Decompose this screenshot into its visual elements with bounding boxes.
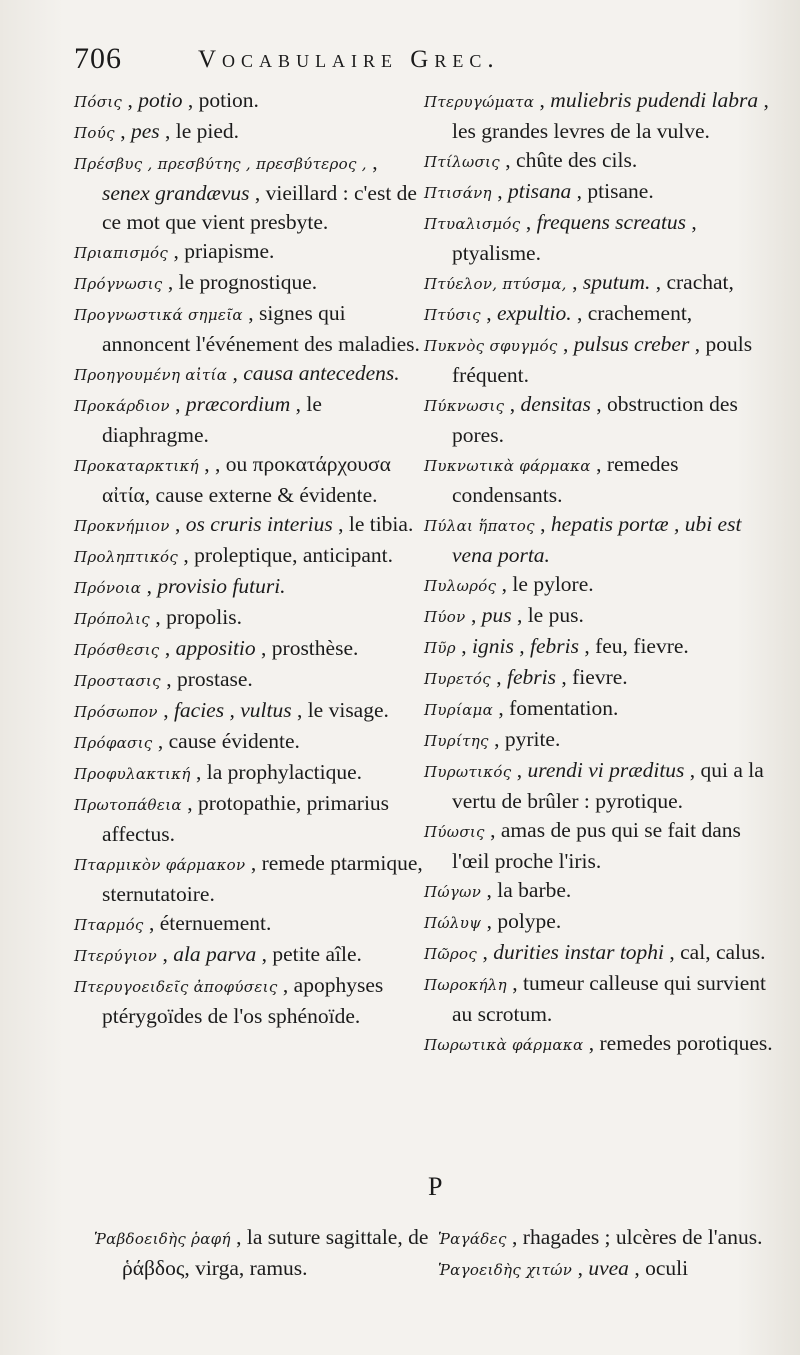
dictionary-entry: Πταρμικὸν φάρμακον , remede ptarmique, sternutatoire.	[74, 851, 423, 906]
right-column	[424, 86, 776, 1060]
greek-term: Πταρμικὸν φάρμακον	[74, 856, 246, 874]
greek-term: Πῶρος	[424, 945, 478, 963]
running-head: Vocabulaire Grec.	[198, 46, 500, 73]
dictionary-entry: Πυρωτικός , urendi vi præditus , qui a la vertu de brûler : pyrotique.	[424, 758, 764, 813]
french-definition: la prophylactique.	[206, 760, 362, 784]
dictionary-entry: Πρόνοια , provisio futuri.	[74, 574, 286, 598]
dictionary-entry: Ῥαγάδες , rhagades ; ulcères de l'anus.	[438, 1225, 763, 1249]
french-definition: prosthèse.	[271, 636, 359, 660]
dictionary-entry: Πτύσις , expultio. , crachement,	[424, 301, 693, 325]
greek-term: Πριαπισμός	[74, 244, 169, 262]
greek-term: Πόσις	[74, 93, 123, 111]
greek-term: Πτύσις	[424, 306, 481, 324]
dictionary-entry: Προκαταρκτική , , ou προκατάρχουσα αἰτία, cause externe & évidente.	[74, 452, 391, 507]
french-definition: protopathie, primarius affectus.	[102, 791, 390, 846]
dictionary-entry: Πυκνωτικὰ φάρμακα , remedes condensants.	[424, 452, 679, 507]
latin-term: præcordium	[185, 392, 291, 416]
greek-term: Πύκνωσις	[424, 397, 505, 415]
french-definition: signes qui annoncent l'événement des maladies.	[102, 301, 420, 356]
dictionary-entry: Πωρωτικὰ φάρμακα , remedes porotiques.	[424, 1031, 773, 1055]
french-definition: oculi	[645, 1256, 689, 1280]
french-definition: propolis.	[166, 605, 242, 629]
french-definition: ptisane.	[587, 179, 654, 203]
greek-term: Προστασις	[74, 672, 161, 690]
greek-term: Ῥαγοειδὴς χιτών	[438, 1261, 573, 1279]
latin-term: pulsus creber	[573, 332, 690, 356]
bottom-left-column	[94, 1223, 446, 1283]
dictionary-entry: Πτυαλισμός , frequens screatus , ptyalisme.	[424, 210, 697, 265]
latin-term: expultio.	[496, 301, 572, 325]
french-definition: qui a la vertu de brûler : pyrotique.	[452, 758, 764, 813]
french-definition: les grandes levres de la vulve.	[452, 119, 710, 143]
latin-term: pes	[130, 119, 160, 143]
french-definition: feu, fievre.	[595, 634, 689, 658]
dictionary-entry: Προκνήμιον , os cruris interius , le tibia.	[74, 512, 414, 536]
dictionary-entry: Προγνωστικά σημεῖα , signes qui annoncent l'événement des maladies.	[74, 301, 420, 356]
french-definition: pyrite.	[504, 727, 561, 751]
latin-term: provisio futuri.	[157, 574, 286, 598]
greek-term: Πτίλωσις	[424, 153, 500, 171]
latin-term: urendi vi præditus	[527, 758, 685, 782]
greek-term: Πύλαι ἥπατος	[424, 517, 535, 535]
french-definition: cal, calus.	[680, 940, 766, 964]
french-definition: proleptique, anticipant.	[194, 543, 393, 567]
greek-term: Πρόφασις	[74, 734, 153, 752]
french-definition: apophyses ptérygoïdes de l'os sphénoïde.	[102, 973, 384, 1028]
latin-term: uvea	[588, 1256, 629, 1280]
greek-term: Πῦρ	[424, 639, 456, 657]
greek-term: Πυκνωτικὰ φάρμακα	[424, 457, 591, 475]
french-definition: prostase.	[176, 667, 253, 691]
dictionary-entry: Πούς , pes , le pied.	[74, 119, 240, 143]
greek-term: Πταρμός	[74, 916, 144, 934]
dictionary-entry: Πτερυγώματα , muliebris pudendi labra , les grandes levres de la vulve.	[424, 88, 769, 143]
greek-term: Πτερύγιον	[74, 947, 158, 965]
greek-term: Ῥαγάδες	[438, 1230, 507, 1248]
greek-term: Πυρίαμα	[424, 701, 494, 719]
french-definition: amas de pus qui se fait dans l'œil proche l'iris.	[452, 818, 741, 873]
french-definition: petite aîle.	[272, 942, 362, 966]
greek-term: Πυλωρός	[424, 577, 497, 595]
greek-term: Προληπτικός	[74, 548, 179, 566]
dictionary-entry: Πταρμός , éternuement.	[74, 911, 272, 935]
french-definition: remede ptarmique, sternutatoire.	[102, 851, 423, 906]
dictionary-entry: Πύωσις , amas de pus qui se fait dans l'œil proche l'iris.	[424, 818, 741, 873]
greek-term: Πυρωτικός	[424, 763, 512, 781]
latin-term: senex grandævus	[102, 181, 250, 205]
french-definition: remedes condensants.	[452, 452, 679, 507]
section-letter: P	[428, 1172, 443, 1201]
dictionary-entry: Προηγουμένη αἰτία , causa antecedens.	[74, 361, 400, 385]
latin-term: durities instar tophi	[493, 940, 665, 964]
dictionary-entry: Πυρίτης , pyrite.	[424, 727, 561, 751]
greek-term: Προκνήμιον	[74, 517, 170, 535]
french-definition: chûte des cils.	[516, 148, 638, 172]
dictionary-entry: Πυρίαμα , fomentation.	[424, 696, 619, 720]
french-definition: crachement,	[587, 301, 693, 325]
dictionary-entry: Πρόσθεσις , appositio , prosthèse.	[74, 636, 359, 660]
dictionary-entry: Πρόγνωσις , le prognostique.	[74, 270, 318, 294]
greek-term: Πτύελον, πτύσμα,	[424, 275, 567, 293]
dictionary-entry: Ῥαβδοειδὴς ῥαφή , la suture sagittale, de ῥάβδος, virga, ramus.	[94, 1225, 429, 1280]
greek-term: Πώγων	[424, 883, 482, 901]
greek-term: Πυρετός	[424, 670, 491, 688]
latin-term: muliebris pudendi labra	[550, 88, 759, 112]
french-definition: cause évidente.	[168, 729, 300, 753]
french-definition: le tibia.	[348, 512, 414, 536]
french-definition: pouls fréquent.	[452, 332, 753, 387]
greek-term: Προφυλακτική	[74, 765, 191, 783]
greek-term: Πωροκήλη	[424, 976, 507, 994]
dictionary-entry: Πρωτοπάθεια , protopathie, primarius affectus.	[74, 791, 390, 846]
greek-term: Πτυαλισμός	[424, 215, 521, 233]
latin-term: os cruris interius	[185, 512, 333, 536]
greek-term: Πύον	[424, 608, 466, 626]
french-definition: le diaphragme.	[102, 392, 322, 447]
dictionary-entry: Προφυλακτική , la prophylactique.	[74, 760, 362, 784]
french-definition: crachat,	[666, 270, 734, 294]
latin-term: ignis , febris	[472, 634, 579, 658]
latin-term: febris	[507, 665, 557, 689]
latin-term: ala parva	[173, 942, 257, 966]
french-definition: priapisme.	[184, 239, 275, 263]
french-definition: fomentation.	[509, 696, 619, 720]
greek-term: Πρόγνωσις	[74, 275, 163, 293]
greek-term: Πυκνὸς σφυγμός	[424, 337, 558, 355]
french-definition: polype.	[497, 909, 562, 933]
greek-term: Πρέσβυς , πρεσβύτης , πρεσβύτερος ,	[74, 155, 367, 173]
dictionary-entry: Πτύελον, πτύσμα, , sputum. , crachat,	[424, 270, 734, 294]
greek-term: Πώλυψ	[424, 914, 482, 932]
latin-term: sputum.	[582, 270, 651, 294]
dictionary-entry: Πυλωρός , le pylore.	[424, 572, 594, 596]
dictionary-entry: Πυκνὸς σφυγμός , pulsus creber , pouls fréquent.	[424, 332, 753, 387]
dictionary-entry: Πρόφασις , cause évidente.	[74, 729, 300, 753]
greek-term: Πτισάνη	[424, 184, 492, 202]
dictionary-entry: Πυρετός , febris , fievre.	[424, 665, 628, 689]
dictionary-entry: Πῶρος , durities instar tophi , cal, calus.	[424, 940, 766, 964]
dictionary-entry: Προστασις , prostase.	[74, 667, 253, 691]
bottom-right-column	[438, 1223, 790, 1285]
dictionary-entry: Πρόπολις , propolis.	[74, 605, 242, 629]
french-definition: obstruction des pores.	[452, 392, 738, 447]
dictionary-entry: Πύκνωσις , densitas , obstruction des pores.	[424, 392, 738, 447]
latin-term: pus	[481, 603, 512, 627]
dictionary-entry: Πρόσωπον , facies , vultus , le visage.	[74, 698, 389, 722]
latin-term: appositio	[175, 636, 256, 660]
greek-term: Πρωτοπάθεια	[74, 796, 182, 814]
greek-term: Πρόσθεσις	[74, 641, 160, 659]
greek-term: Προηγουμένη αἰτία	[74, 366, 228, 384]
greek-term: Πρόσωπον	[74, 703, 158, 721]
dictionary-entry: Πωροκήλη , tumeur calleuse qui survient au scrotum.	[424, 971, 767, 1026]
latin-term: facies , vultus	[173, 698, 292, 722]
french-definition: rhagades ; ulcères de l'anus.	[522, 1225, 763, 1249]
french-definition: éternuement.	[159, 911, 272, 935]
french-definition: fievre.	[572, 665, 628, 689]
left-column	[74, 86, 426, 1031]
french-definition: ptyalisme.	[452, 241, 541, 265]
dictionary-entry: Πτισάνη , ptisana , ptisane.	[424, 179, 654, 203]
french-definition: vieillard : c'est de ce mot que vient presbyte.	[102, 181, 417, 234]
greek-term: Πρόνοια	[74, 579, 142, 597]
dictionary-entry: Πώγων , la barbe.	[424, 878, 572, 902]
greek-term: Πτερυγώματα	[424, 93, 535, 111]
french-definition: le pus.	[527, 603, 584, 627]
dictionary-entry: Πῦρ , ignis , febris , feu, fievre.	[424, 634, 689, 658]
dictionary-entry: Πτίλωσις , chûte des cils.	[424, 148, 638, 172]
greek-term: Πούς	[74, 124, 115, 142]
dictionary-entry: Πύον , pus , le pus.	[424, 603, 584, 627]
latin-term: ptisana	[507, 179, 572, 203]
french-definition: la suture sagittale, de ῥάβδος, virga, ramus.	[122, 1225, 429, 1280]
dictionary-entry: Πτερύγιον , ala parva , petite aîle.	[74, 942, 362, 966]
page-number: 706	[74, 42, 122, 75]
latin-term: hepatis portæ , ubi est vena porta.	[452, 512, 742, 567]
latin-term: densitas	[520, 392, 591, 416]
french-definition: , ou προκατάρχουσα αἰτία, cause externe & évidente.	[102, 452, 391, 507]
greek-term: Πτερυγοειδεῖς ἀποφύσεις	[74, 978, 278, 996]
dictionary-entry: Πτερυγοειδεῖς ἀποφύσεις , apophyses ptérygoïdes de l'os sphénoïde.	[74, 973, 384, 1028]
french-definition: remedes porotiques.	[599, 1031, 773, 1055]
greek-term: Προκαταρκτική	[74, 457, 199, 475]
greek-term: Πωρωτικὰ φάρμακα	[424, 1036, 584, 1054]
greek-term: Προκάρδιον	[74, 397, 170, 415]
dictionary-entry: Προληπτικός , proleptique, anticipant.	[74, 543, 393, 567]
dictionary-entry: Προκάρδιον , præcordium , le diaphragme.	[74, 392, 322, 447]
dictionary-entry: Ῥαγοειδὴς χιτών , uvea , oculi	[438, 1256, 689, 1280]
latin-term: frequens screatus	[536, 210, 687, 234]
dictionary-entry: Πόσις , potio , potion.	[74, 88, 259, 112]
greek-term: Πύωσις	[424, 823, 485, 841]
greek-term: Πρόπολις	[74, 610, 151, 628]
dictionary-entry: Πύλαι ἥπατος , hepatis portæ , ubi est vena porta.	[424, 512, 742, 567]
dictionary-entry: Πώλυψ , polype.	[424, 909, 562, 933]
dictionary-entry: Πριαπισμός , priapisme.	[74, 239, 275, 263]
french-definition: le prognostique.	[178, 270, 318, 294]
dictionary-entry: Πρέσβυς , πρεσβύτης , πρεσβύτερος , , senex grandævus , vieillard : c'est de ce mot que vient presbyte.	[74, 150, 417, 234]
french-definition: tumeur calleuse qui survient au scrotum.	[452, 971, 767, 1026]
french-definition: le pylore.	[512, 572, 594, 596]
page-header	[74, 42, 734, 82]
french-definition: potion.	[198, 88, 259, 112]
french-definition: le pied.	[175, 119, 240, 143]
latin-term: potio	[138, 88, 183, 112]
french-definition: le visage.	[307, 698, 389, 722]
french-definition: la barbe.	[497, 878, 572, 902]
greek-term: Προγνωστικά σημεῖα	[74, 306, 243, 324]
greek-term: Πυρίτης	[424, 732, 489, 750]
greek-term: Ῥαβδοειδὴς ῥαφή	[94, 1230, 231, 1248]
latin-term: causa antecedens.	[243, 361, 400, 385]
